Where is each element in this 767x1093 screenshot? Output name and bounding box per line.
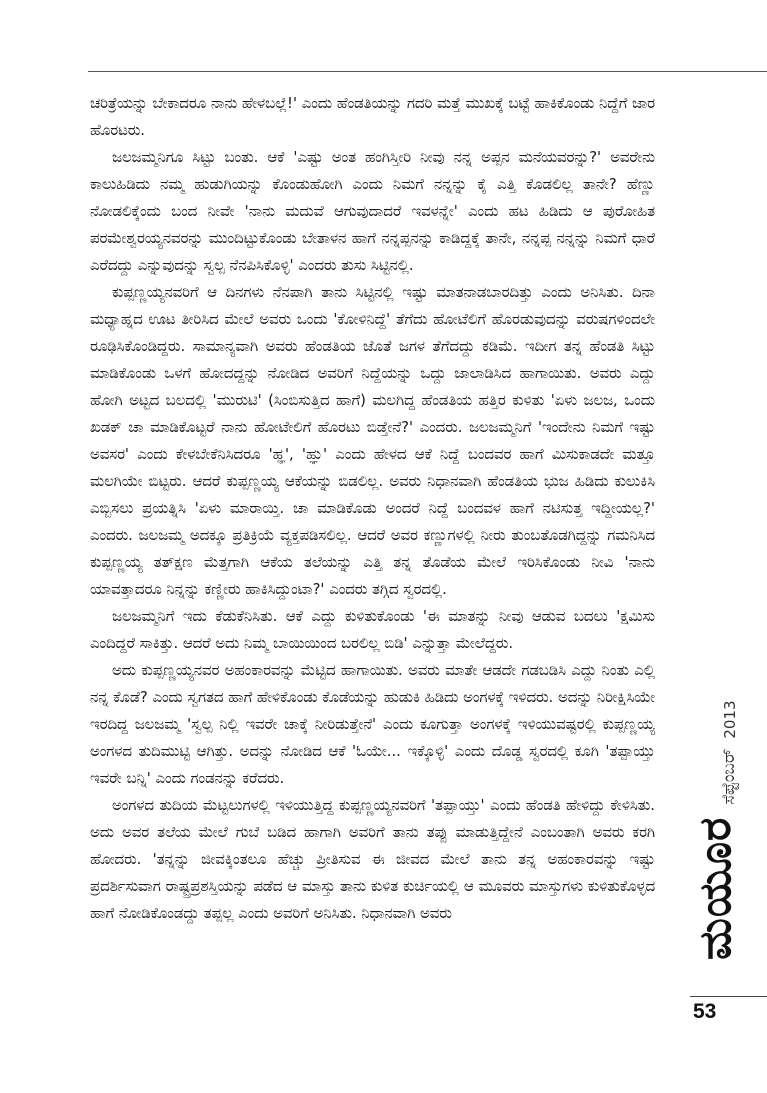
page-number: 53 — [693, 1000, 717, 1023]
paragraph: ಅದು ಕುಪ್ಪಣ್ಣಯ್ಯನವರ ಅಹಂಕಾರವನ್ನು ಮೆಟ್ಟಿದ ಹಾಗಾಯಿತು. ಅವರು ಮಾತೇ ಆಡದೇ ಗಡಬಡಿಸಿ ಎದ್ದು ನಿಂತು ಎಲ್ಲಿ ನನ್ನ ಕೊಡೆ? ಎಂದು ಸ್ವಗತದ ಹಾಗೆ ಹೇಳಿಕೊಂಡು ಕೊಡೆಯನ್ನು ಹುಡುಕಿ ಹಿಡಿದು ಅಂಗಳಕ್ಕೆ ಇಳಿದರು. ಅದನ್ನು ನಿರೀಕ್ಷಿಸಿಯೇ ಇರದಿದ್ದ ಜಲಜಮ್ಮ 'ಸ್ವಲ್ಪ ನಿಲ್ಲಿ ಇವರೇ ಚಾಕ್ಕೆ ನೀರಿಡುತ್ತೇನೆ' ಎಂದು ಕೂಗುತ್ತಾ ಅಂಗಳಕ್ಕೆ ಇಳಿಯುವಷ್ಟರಲ್ಲಿ ಕುಪ್ಪಣ್ಣಯ್ಯ ಅಂಗಳದ ತುದಿಮುಟ್ಟಿ ಆಗಿತ್ತು. ಅದನ್ನು ನೋಡಿದ ಆಕೆ 'ಓಯೇ... ಇಕ್ಕೊಳ್ಳಿ' ಎಂದು ದೊಡ್ಡ ಸ್ವರದಲ್ಲಿ ಕೂಗಿ 'ತಪ್ಪಾಯ್ತು ಇವರೇ ಬನ್ನಿ' ಎಂದು ಗಂಡನನ್ನು ಕರೆದರು. — [90, 662, 655, 787]
paragraph: ಕುಪ್ಪಣ್ಣಯ್ಯನವರಿಗೆ ಆ ದಿನಗಳು ನೆನಪಾಗಿ ತಾನು ಸಿಟ್ಟಿನಲ್ಲಿ ಇಷ್ಟು ಮಾತನಾಡಬಾರದಿತ್ತು ಎಂದು ಅನಿಸಿತು. ದಿನಾ ಮಧ್ಯಾಹ್ನದ ಊಟ ತೀರಿಸಿದ ಮೇಲೆ ಅವರು ಒಂದು 'ಕೋಳಿನಿದ್ದೆ' ತೆಗೆದು ಹೋಟೆಲಿಗೆ ಹೊರಡುವುದನ್ನು ವರುಷಗಳಿಂದಲೇ ರೂಢಿಸಿಕೊಂಡಿದ್ದರು. ಸಾಮಾನ್ಯವಾಗಿ ಅವರು ಹೆಂಡತಿಯ ಜೊತೆ ಜಗಳ ತೆಗೆದದ್ದು ಕಡಿಮೆ. ಇದೀಗ ತನ್ನ ಹೆಂಡತಿ ಸಿಟ್ಟು ಮಾಡಿಕೊಂಡು ಒಳಗೆ ಹೋದದ್ದನ್ನು ನೋಡಿದ ಅವರಿಗೆ ನಿದ್ದೆಯನ್ನು ಒದ್ದು ಜಾಲಾಡಿಸಿದ ಹಾಗಾಯಿತು. ಅವರು ಎದ್ದು ಹೋಗಿ ಅಟ್ಟದ ಬಲದಲ್ಲಿ 'ಮುರುಟಿ' (ಸಿಂಬಿಸುತ್ತಿದ ಹಾಗೆ) ಮಲಗಿದ್ದ ಹೆಂಡತಿಯ ಹತ್ತಿರ ಕುಳಿತು 'ಏಳು ಜಲಜ, ಒಂದು ಖಡಕ್ ಚಾ ಮಾಡಿಕೊಟ್ಟರೆ ನಾನು ಹೋಟೇಲಿಗೆ ಹೊರಟು ಬಿಡ್ತೇನೆ?' ಎಂದರು. ಜಲಜಮ್ಮನಿಗೆ 'ಇಂದೇನು ನಿಮಗೆ ಇಷ್ಟು ಅವಸರ' ಎಂದು ಕೇಳಬೇಕೆನಿಸಿದರೂ 'ಹ್ಞ', 'ಹ್ಞು' ಎಂದು ಹೇಳದ ಆಕೆ ನಿದ್ದೆ ಬಂದವರ ಹಾಗೆ ಮಿಸುಕಾಡದೇ ಮತ್ತೂ ಮಲಗಿಯೇ ಬಿಟ್ಟರು. ಆದರೆ ಕುಪ್ಪಣ್ಣಯ್ಯ ಆಕೆಯನ್ನು ಬಿಡಲಿಲ್ಲ. ಅವರು ನಿಧಾನವಾಗಿ ಹೆಂಡತಿಯ ಭುಜ ಹಿಡಿದು ಕುಲುಕಿಸಿ ಎಬ್ಬಿಸಲು ಪ್ರಯತ್ನಿಸಿ 'ಏಳು ಮಾರಾಯ್ತಿ. ಚಾ ಮಾಡಿಕೊಡು ಅಂದರೆ ನಿದ್ದೆ ಬಂದವಳ ಹಾಗೆ ನಟಿಸುತ್ತ ಇದ್ದೀಯಲ್ಲ?' ಎಂದರು. ಜಲಜಮ್ಮ ಅದಕ್ಕೂ ಪ್ರತಿಕ್ರಿಯೆ ವ್ಯಕ್ತಪಡಿಸಲಿಲ್ಲ. ಆದರೆ ಅವರ ಕಣ್ಣುಗಳಲ್ಲಿ ನೀರು ತುಂಬತೊಡಗಿದ್ದನ್ನು ಗಮನಿಸಿದ ಕುಪ್ಪಣ್ಣಯ್ಯ ತತ್‌ಕ್ಷಣ ಮೆತ್ತಗಾಗಿ ಆಕೆಯ ತಲೆಯನ್ನು ಎತ್ತಿ ತನ್ನ ತೊಡೆಯ ಮೇಲೆ ಇರಿಸಿಕೊಂಡು ನೀವಿ 'ನಾನು ಯಾವತ್ತಾದರೂ ನಿನ್ನನ್ನು ಕಣ್ಣೀರು ಹಾಕಿಸಿದ್ದುಂಟಾ?' ಎಂದರು ತಗ್ಗಿದ ಸ್ವರದಲ್ಲಿ. — [90, 284, 655, 598]
magazine-logo: ಮಯೂರ — [689, 816, 741, 960]
issue-date — [691, 700, 739, 804]
footer-rule — [690, 996, 767, 997]
header-rule — [88, 71, 767, 72]
paragraph: ಜಲಜಮ್ಮನಿಗೂ ಸಿಟ್ಟು ಬಂತು. ಆಕೆ 'ಎಷ್ಟು ಅಂತ ಹಂಗಿಸ್ತೀರಿ ನೀವು ನನ್ನ ಅಪ್ಪನ ಮನೆಯವರನ್ನು?' ಅವರೇನು ಕಾಲುಹಿಡಿದು ನಮ್ಮ ಹುಡುಗಿಯನ್ನು ಕೊಂಡುಹೋಗಿ ಎಂದು ನಿಮಗೆ ನನ್ನನ್ನು ಕೈ ಎತ್ತಿ ಕೊಡಲಿಲ್ಲ ತಾನೇ? ಹೆಣ್ಣು ನೋಡಲಿಕ್ಕೆಂದು ಬಂದ ನೀವೇ 'ನಾನು ಮದುವೆ ಆಗುವುದಾದರೆ ಇವಳನ್ನೇ' ಎಂದು ಹಟ ಹಿಡಿದು ಆ ಪುರೋಹಿತ ಪರಮೇಶ್ವರಯ್ಯನವರನ್ನು ಮುಂದಿಟ್ಟುಕೊಂಡು ಬೇತಾಳನ ಹಾಗೆ ನನ್ನಪ್ಪನನ್ನು ಕಾಡಿದ್ದಕ್ಕೆ ತಾನೇ, ನನ್ನಪ್ಪ ನನ್ನನ್ನು ನಿಮಗೆ ಧಾರೆ ಎರೆದದ್ದು ಎನ್ನುವುದನ್ನು ಸ್ವಲ್ಪ ನೆನಪಿಸಿಕೊಳ್ಳಿ' ಎಂದರು ತುಸು ಸಿಟ್ಟಿನಲ್ಲಿ. — [90, 149, 655, 274]
article-body — [90, 90, 655, 927]
issue-year: 2013 — [721, 700, 739, 739]
issue-month: ಸೆಪ್ಟೆಂಬರ್ — [719, 748, 739, 805]
paragraph: ಅಂಗಳದ ತುದಿಯ ಮೆಟ್ಟಲುಗಳಲ್ಲಿ ಇಳಿಯುತ್ತಿದ್ದ ಕುಪ್ಪಣ್ಣಯ್ಯನವರಿಗೆ 'ತಪ್ಪಾಯ್ತು' ಎಂದು ಹೆಂಡತಿ ಹೇಳಿದ್ದು ಕೇಳಿಸಿತು. ಅದು ಅವರ ತಲೆಯ ಮೇಲೆ ಗುಬೆ ಬಡಿದ ಹಾಗಾಗಿ ಅವರಿಗೆ ತಾನು ತಪ್ಪು ಮಾಡುತ್ತಿದ್ದೇನೆ ಎಂಬಂತಾಗಿ ಅವರು ಕರಗಿ ಹೋದರು. 'ತನ್ನನ್ನು ಜೀವಕ್ಕಿಂತಲೂ ಹೆಚ್ಚು ಪ್ರೀತಿಸುವ ಈ ಜೀವದ ಮೇಲೆ ತಾನು ತನ್ನ ಅಹಂಕಾರವನ್ನು ಇಷ್ಟು ಪ್ರದರ್ಶಿಸುವಾಗ ರಾಷ್ಟ್ರಪ್ರಶಸ್ತಿಯನ್ನು ಪಡೆದ ಆ ಮಾಸ್ತು ತಾನು ಕುಳಿತ ಕುರ್ಚಿಯಲ್ಲಿ ಆ ಮೂವರು ಮಾಸ್ತುಗಳು ಕುಳಿತುಕೊಳ್ಳದ ಹಾಗೆ ನೋಡಿಕೊಂಡದ್ದು ತಪ್ಪಲ್ಲ ಎಂದು ಅವರಿಗೆ ಅನಿಸಿತು. ನಿಧಾನವಾಗಿ ಅವರು — [90, 797, 655, 922]
paragraph: ಜಲಜಮ್ಮನಿಗೆ ಇದು ಕೆಡುಕೆನಿಸಿತು. ಆಕೆ ಎದ್ದು ಕುಳಿತುಕೊಂಡು 'ಈ ಮಾತನ್ನು ನೀವು ಆಡುವ ಬದಲು 'ಕ್ಷಮಿಸು ಎಂದಿದ್ದರೆ ಸಾಕಿತ್ತು. ಆದರೆ ಅದು ನಿಮ್ಮ ಬಾಯಿಯಿಂದ ಬರಲಿಲ್ಲ ಬಿಡಿ' ಎನ್ನುತ್ತಾ ಮೇಲೆದ್ದರು. — [90, 608, 655, 652]
magazine-masthead — [683, 680, 747, 960]
paragraph: ಚರಿತ್ರೆಯನ್ನು ಬೇಕಾದರೂ ನಾನು ಹೇಳಬಲ್ಲೆ!' ಎಂದು ಹೆಂಡತಿಯನ್ನು ಗದರಿ ಮತ್ತೆ ಮುಖಕ್ಕೆ ಬಟ್ಟೆ ಹಾಕಿಕೊಂಡು ನಿದ್ದೆಗೆ ಜಾರ ಹೊರಟರು. — [90, 95, 656, 139]
